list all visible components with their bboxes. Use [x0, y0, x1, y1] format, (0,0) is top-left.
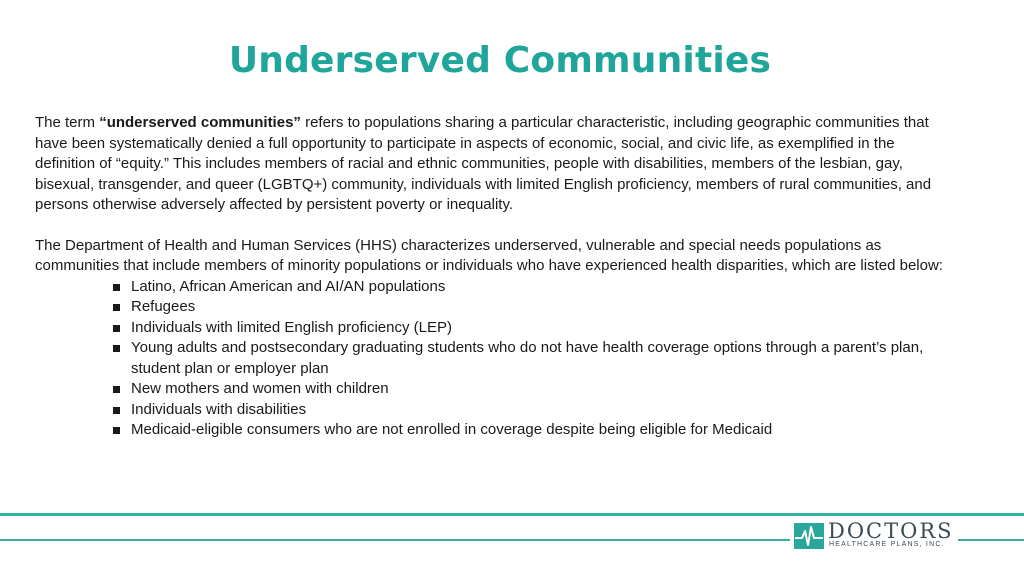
intro-paragraph [35, 113, 955, 216]
list-item: Young adults and postsecondary graduating students who do not have health coverage options through a parent’s plan, student plan or employer plan [131, 338, 955, 379]
population-list [35, 277, 955, 441]
intro-rest: refers to populations sharing a particular characteristic, including geographic communities that have been systematically denied a full opportunity to participate in aspects of economic, social, and civic life, as exemplified in the definition of “equity.” This includes members of racial and ethnic communities, people with disabilities, members of the lesbian, gay, bisexual, transgender, and queer (LGBTQ+) community, individuals with limited English proficiency, members of rural communities, and persons otherwise adversely affected by persistent poverty or inequality. [35, 114, 932, 213]
list-item: Medicaid-eligible consumers who are not enrolled in coverage despite being eligible for Medicaid [131, 420, 955, 441]
footer-divider-top [0, 513, 1024, 516]
hhs-paragraph: The Department of Health and Human Services (HHS) characterizes underserved, vulnerable and special needs populations as communities that include members of minority populations or individuals who have experienced health disparities, which are listed below: [35, 236, 943, 274]
paragraph-spacer [35, 216, 955, 236]
list-item: Individuals with disabilities [131, 400, 955, 421]
list-item: Refugees [131, 297, 955, 318]
intro-term: “underserved communities” [99, 114, 301, 131]
intro-prefix: The term [35, 114, 100, 131]
logo-subtitle: HEALTHCARE PLANS, INC. [829, 541, 945, 548]
list-item: Latino, African American and AI/AN populations [131, 277, 955, 298]
footer-divider-right [958, 539, 1024, 541]
company-logo [794, 519, 958, 550]
list-item: Individuals with limited English proficiency (LEP) [131, 318, 955, 339]
heartbeat-logo-icon [794, 523, 824, 549]
slide-body [35, 113, 955, 441]
list-item: New mothers and women with children [131, 379, 955, 400]
slide-title: Underserved Communities [228, 40, 772, 81]
footer-divider-left [0, 539, 790, 541]
logo-name: DOCTORS [828, 519, 954, 543]
